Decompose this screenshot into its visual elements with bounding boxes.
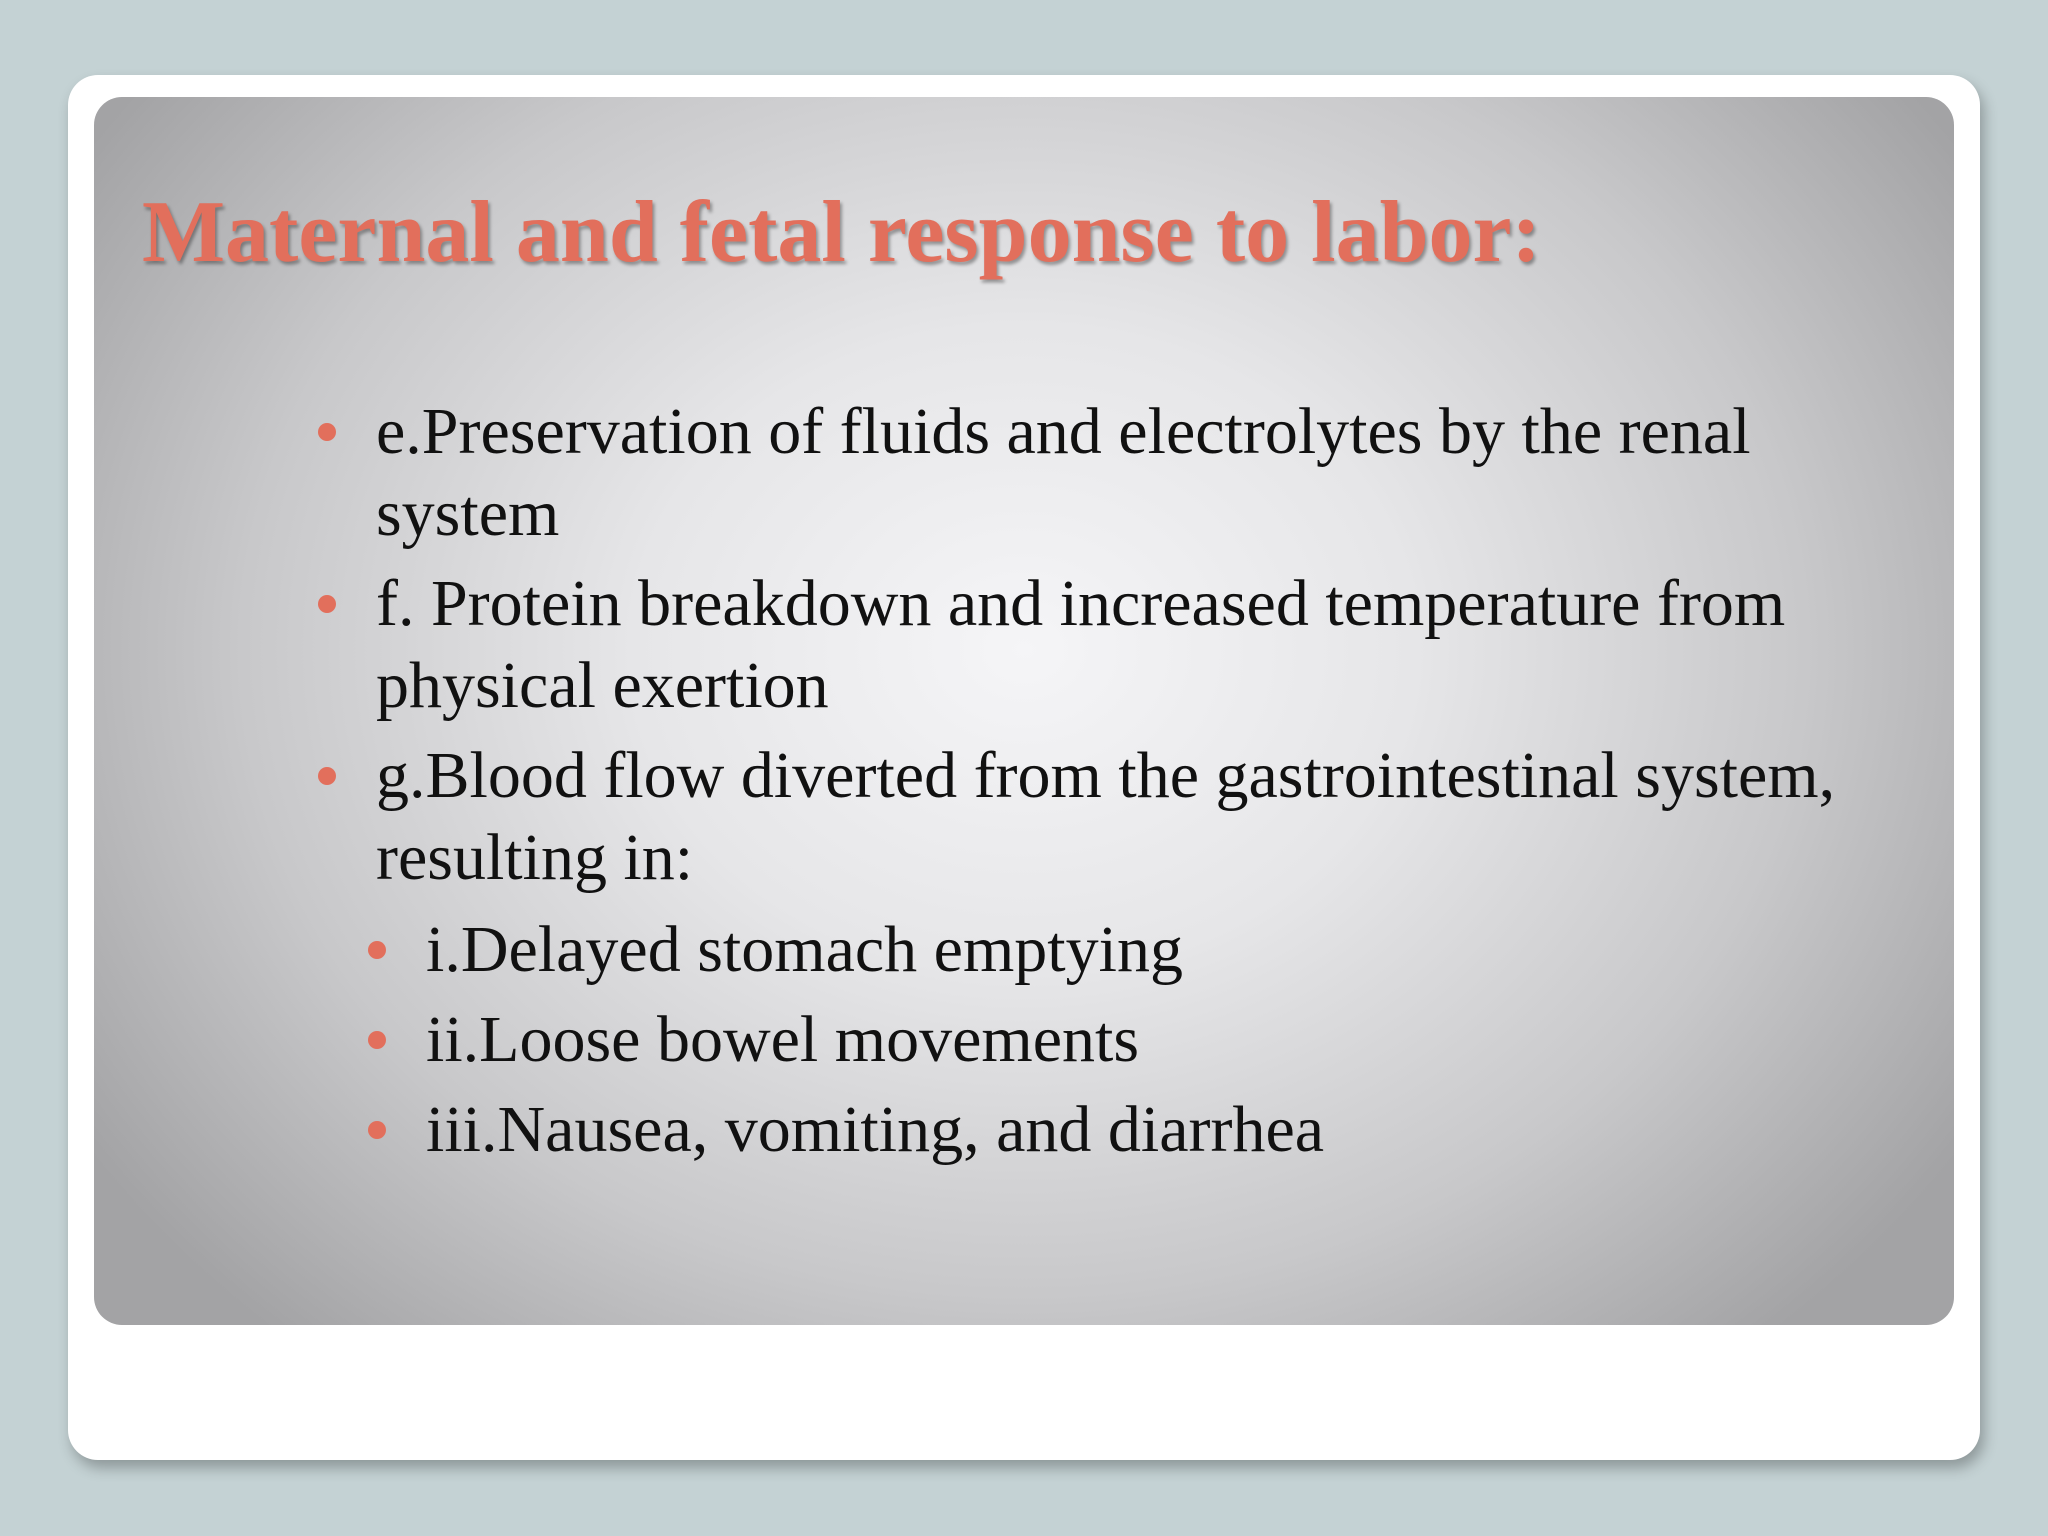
bullet-dot-icon (368, 1121, 386, 1139)
bullet-dot-icon (368, 1031, 386, 1049)
bullet-dot-icon (318, 767, 336, 785)
bullet-dot-icon (318, 423, 336, 441)
bullet-text: f. Protein breakdown and increased temperature from physical exertion (376, 567, 1786, 722)
bullet-item (331, 563, 1931, 727)
bullet-item (331, 391, 1931, 555)
sub-bullet-text: ii.Loose bowel movements (426, 1003, 1140, 1076)
sub-bullet-item (381, 999, 1881, 1081)
slide-content-panel (94, 97, 1954, 1325)
bullet-text: g.Blood flow diverted from the gastrointestinal system, resulting in: (376, 739, 1836, 894)
slide-title: Maternal and fetal response to labor: (142, 184, 1541, 281)
sub-bullet-item (381, 909, 1881, 991)
sub-bullet-item (381, 1089, 1881, 1171)
sub-bullet-text: i.Delayed stomach emptying (426, 913, 1183, 986)
bullet-dot-icon (318, 595, 336, 613)
bullet-text: e.Preservation of fluids and electrolytes by the renal system (376, 395, 1751, 550)
bullet-dot-icon (368, 941, 386, 959)
bullet-item (331, 735, 1931, 899)
sub-bullet-text: iii.Nausea, vomiting, and diarrhea (426, 1093, 1325, 1166)
